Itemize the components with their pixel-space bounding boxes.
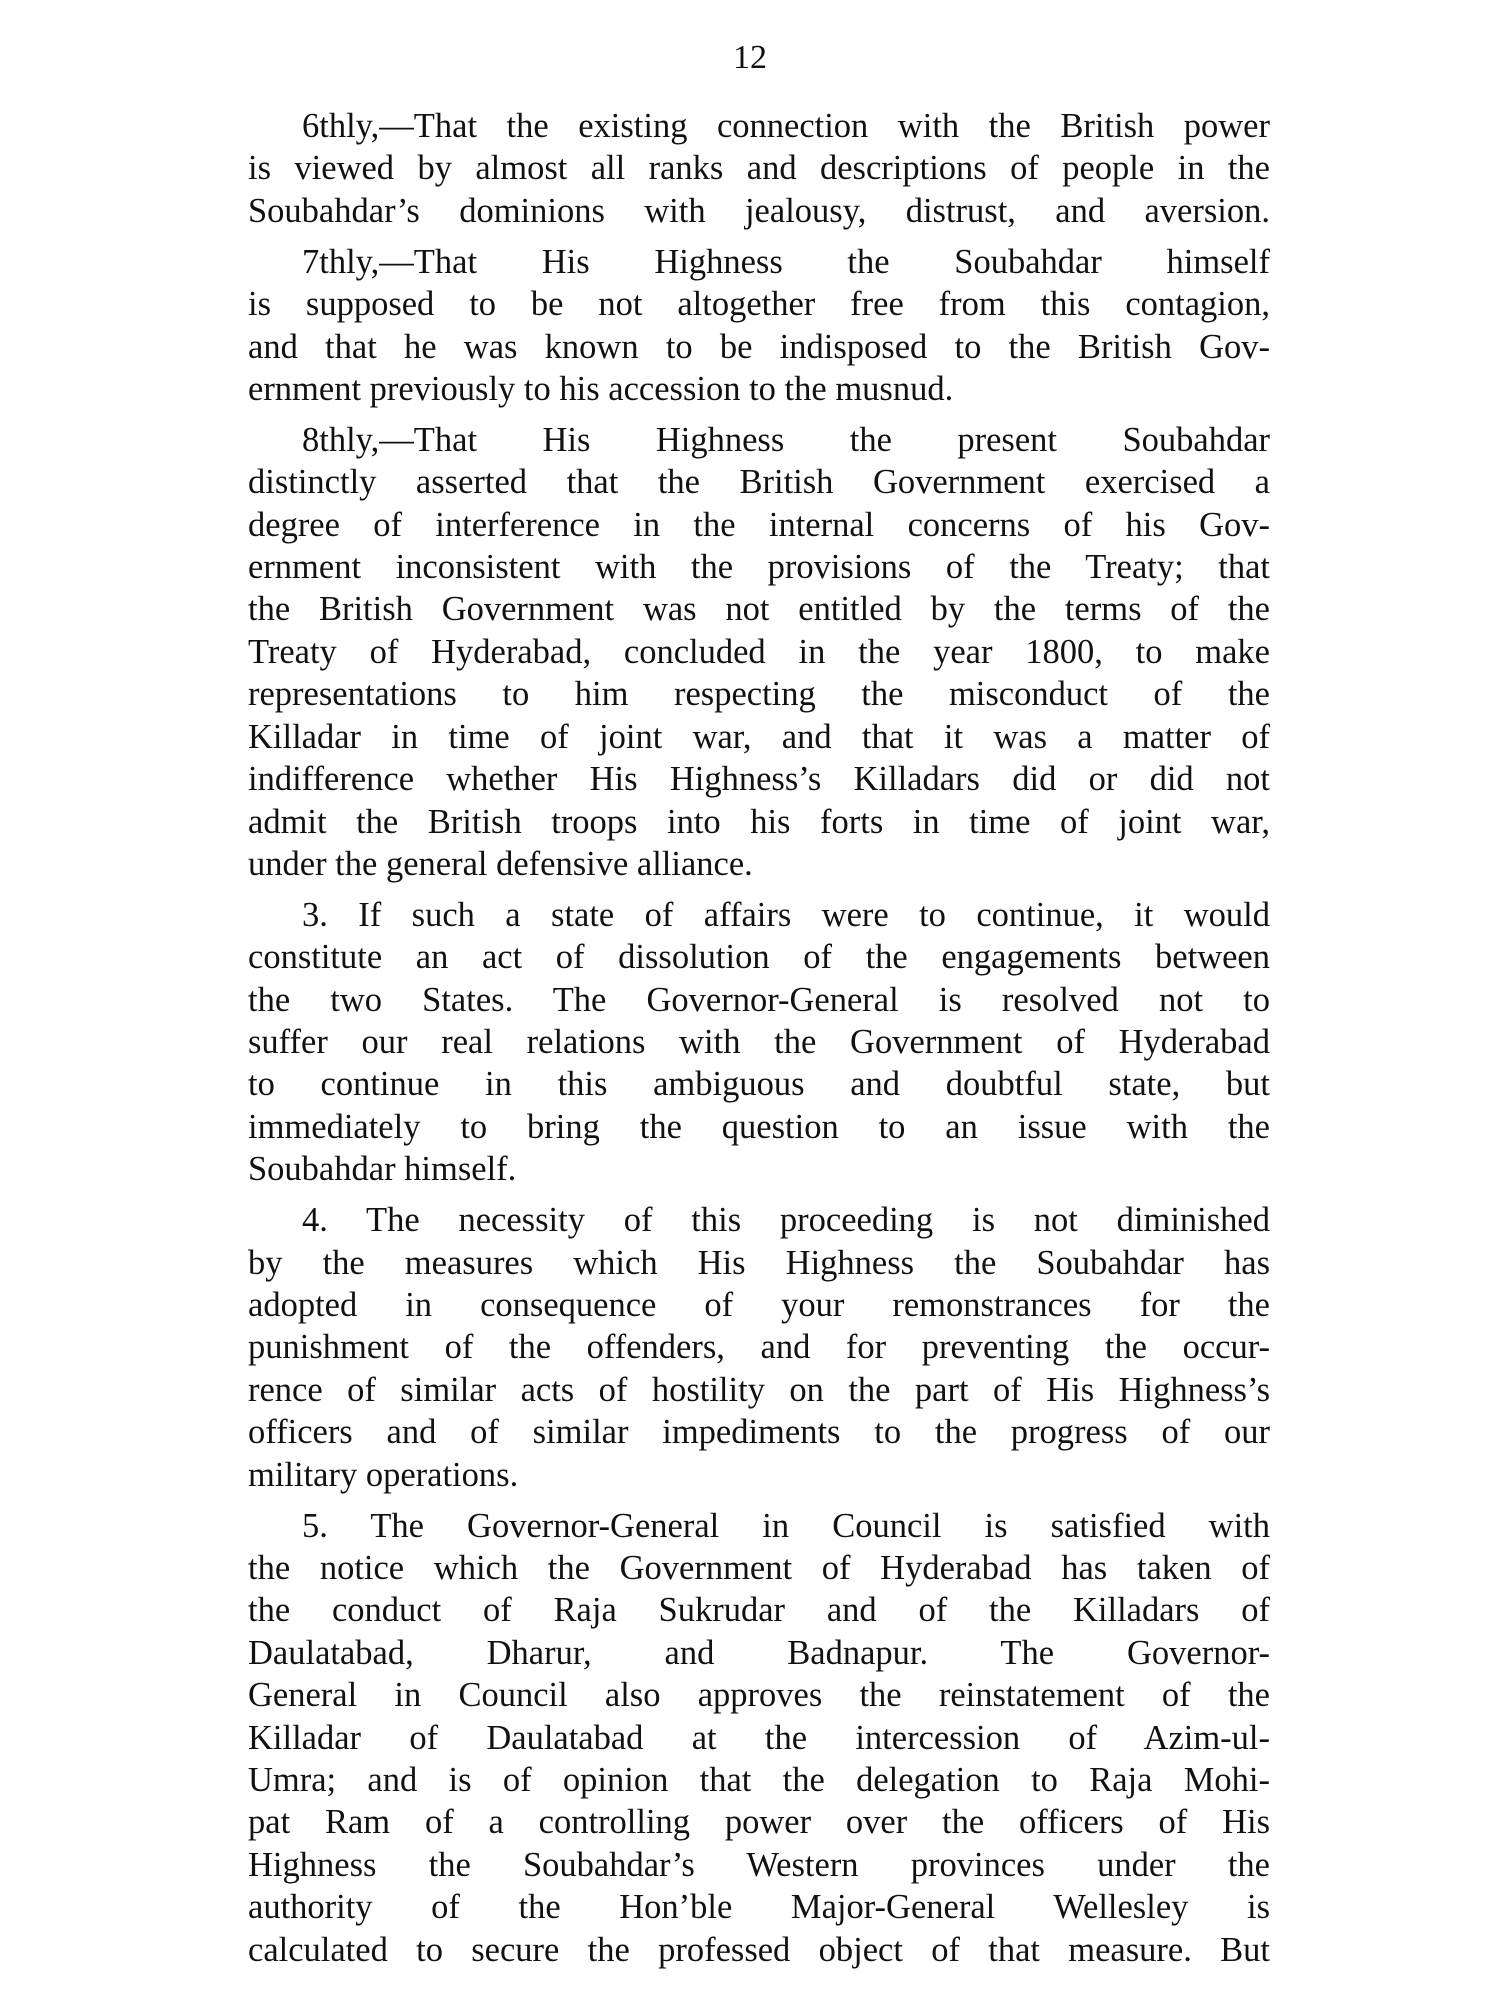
text-line: and that he was known to be indisposed to the British Gov-: [248, 327, 1270, 366]
text-line: Treaty of Hyderabad, concluded in the year 1800, to make: [248, 632, 1270, 671]
text-line: 8thly,—That His Highness the present Soubahdar: [302, 420, 1270, 459]
text-line: Daulatabad, Dharur, and Badnapur. The Governor-: [248, 1633, 1270, 1672]
text-line: Soubahdar’s dominions with jealousy, distrust, and aversion.: [248, 191, 1270, 230]
text-line: ernment previously to his accession to the musnud.: [248, 369, 954, 408]
text-line: 5. The Governor-General in Council is satisfied with: [302, 1506, 1270, 1545]
text-line: the two States. The Governor-General is resolved not to: [248, 980, 1270, 1019]
text-line: constitute an act of dissolution of the engagements between: [248, 938, 1270, 977]
text-line: is supposed to be not altogether free from this contagion,: [248, 285, 1270, 324]
paragraph-4: [248, 1199, 1270, 1496]
text-line: Soubahdar himself.: [248, 1150, 517, 1189]
text-line: to continue in this ambiguous and doubtful state, but: [248, 1065, 1270, 1104]
text-line: by the measures which His Highness the Soubahdar has: [248, 1243, 1270, 1282]
text-line: suffer our real relations with the Government of Hyderabad: [248, 1023, 1270, 1062]
text-line: 3. If such a state of affairs were to continue, it would: [302, 895, 1270, 934]
text-line: adopted in consequence of your remonstrances for the: [248, 1285, 1270, 1324]
text-line: military operations.: [248, 1455, 519, 1494]
text-line: punishment of the offenders, and for preventing the occur-: [248, 1328, 1270, 1367]
paragraph-5: [248, 1505, 1270, 1971]
text-line: indifference whether His Highness’s Killadars did or did not: [248, 760, 1270, 799]
text-line: officers and of similar impediments to the progress of our: [248, 1413, 1270, 1452]
paragraph-6thly: [248, 105, 1270, 232]
text-line: rence of similar acts of hostility on the part of His Highness’s: [248, 1370, 1270, 1409]
text-line: is viewed by almost all ranks and descriptions of people in the: [248, 149, 1270, 188]
paragraph-8thly: [248, 419, 1270, 885]
text-line: the notice which the Government of Hyderabad has taken of: [248, 1548, 1270, 1587]
text-line: under the general defensive alliance.: [248, 844, 753, 883]
text-line: admit the British troops into his forts in time of joint war,: [248, 802, 1270, 841]
text-line: Highness the Soubahdar’s Western provinces under the: [248, 1845, 1270, 1884]
text-line: immediately to bring the question to an issue with the: [248, 1107, 1270, 1146]
page-number: 12: [733, 39, 767, 76]
text-line: 4. The necessity of this proceeding is not diminished: [302, 1201, 1270, 1240]
text-line: representations to him respecting the misconduct of the: [248, 675, 1270, 714]
text-line: Umra; and is of opinion that the delegation to Raja Mohi-: [248, 1760, 1270, 1799]
text-line: Killadar in time of joint war, and that it was a matter of: [248, 717, 1270, 756]
body-text: [248, 105, 1270, 1979]
text-line: 6thly,—That the existing connection with the British power: [302, 107, 1270, 145]
text-line: the conduct of Raja Sukrudar and of the Killadars of: [248, 1591, 1270, 1630]
text-line: calculated to secure the professed object of that measure. But: [248, 1930, 1270, 1969]
text-line: degree of interference in the internal concerns of his Gov-: [248, 505, 1270, 544]
paragraph-7thly: [248, 241, 1270, 411]
text-line: the British Government was not entitled by the terms of the: [248, 590, 1270, 629]
paragraph-3: [248, 894, 1270, 1191]
text-line: General in Council also approves the reinstatement of the: [248, 1676, 1270, 1715]
text-line: distinctly asserted that the British Government exercised a: [248, 463, 1270, 502]
text-line: 7thly,—That His Highness the Soubahdar himself: [302, 242, 1270, 281]
text-line: Killadar of Daulatabad at the intercession of Azim-ul-: [248, 1718, 1270, 1757]
text-line: ernment inconsistent with the provisions of the Treaty; that: [248, 548, 1270, 587]
text-line: authority of the Hon’ble Major-General Wellesley is: [248, 1888, 1270, 1927]
text-line: pat Ram of a controlling power over the officers of His: [248, 1803, 1270, 1842]
